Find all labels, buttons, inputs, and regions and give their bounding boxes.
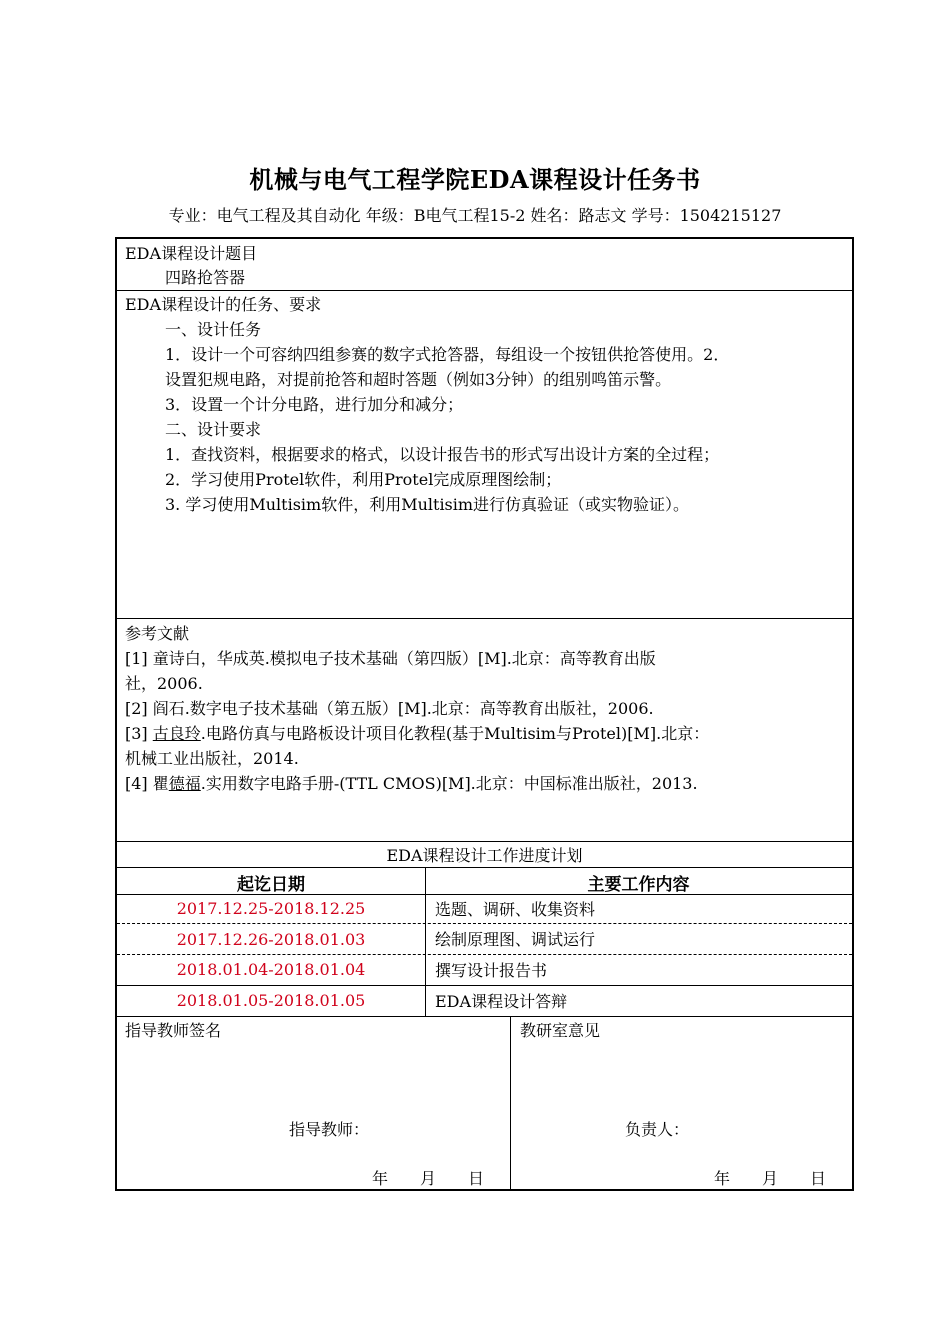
design-requirement-heading: 二、设计要求 (165, 420, 262, 439)
requirement-1: 1．查找资料，根据要求的格式，以设计报告书的形式写出设计方案的全过程； (165, 445, 720, 464)
schedule-work-4: EDA课程设计答辩 (435, 992, 568, 1011)
requirement-3: 3. 学习使用Multisim软件，利用Multisim进行仿真验证（或实物验证）。 (165, 495, 690, 514)
schedule-header-divider (117, 894, 852, 895)
topic-section (117, 239, 852, 290)
schedule-column-divider (425, 867, 426, 1017)
reference-4-prefix: [4] 瞿 (125, 774, 169, 793)
task-item-3: 3．设置一个计分电路，进行加分和减分； (165, 395, 464, 414)
task-item-1-line2: 设置犯规电路，对提前抢答和超时答题（例如3分钟）的组别鸣笛示警。 (165, 370, 672, 389)
department-opinion-label: 教研室意见 (520, 1021, 601, 1040)
reference-1-line2: 社，2006. (125, 674, 203, 693)
reference-4 (125, 772, 698, 796)
schedule-date-3: 2018.01.04-2018.01.04 (176, 960, 366, 979)
advisor-role: 指导教师： (289, 1120, 370, 1139)
department-date-year: 年 (714, 1169, 731, 1188)
topic-value: 四路抢答器 (165, 268, 246, 287)
tasks-section (117, 290, 852, 618)
department-date-day: 日 (810, 1169, 827, 1188)
schedule-section (117, 841, 852, 1016)
requirement-2: 2．学习使用Protel软件，利用Protel完成原理图绘制； (165, 470, 562, 489)
schedule-date-4: 2018.01.05-2018.01.05 (176, 991, 366, 1010)
references-label: 参考文献 (125, 624, 190, 643)
advisor-date-day: 日 (468, 1169, 485, 1188)
task-item-1-line1: 1．设计一个可容纳四组参赛的数字式抢答器，每组设一个按钮供抢答使用。2． (165, 345, 730, 364)
reference-3-prefix: [3] (125, 724, 153, 743)
schedule-row-divider (117, 985, 852, 986)
schedule-work-3: 撰写设计报告书 (435, 961, 548, 980)
schedule-date-2: 2017.12.26-2018.01.03 (176, 930, 366, 949)
signature-divider (510, 1017, 511, 1190)
schedule-title: EDA课程设计工作进度计划 (386, 846, 583, 865)
schedule-row-divider (117, 954, 852, 955)
advisor-date-year: 年 (372, 1169, 389, 1188)
signature-section (117, 1016, 852, 1189)
schedule-col-dates: 起讫日期 (237, 875, 305, 895)
schedule-col-work: 主要工作内容 (587, 875, 690, 895)
document-title: 机械与电气工程学院EDA课程设计任务书 (249, 165, 701, 194)
reference-4-rest: .实用数字电路手册-(TTL CMOS)[M].北京：中国标准出版社，2013. (200, 774, 698, 793)
schedule-date-1: 2017.12.25-2018.12.25 (176, 899, 366, 918)
reference-2: [2] 阎石.数字电子技术基础（第五版）[M].北京：高等教育出版社，2006. (125, 699, 654, 718)
student-info-line: 专业：电气工程及其自动化 年级：B电气工程15-2 姓名：路志文 学号：1504215127 (168, 206, 782, 225)
schedule-work-2: 绘制原理图、调试运行 (435, 930, 596, 949)
reference-3-line1 (125, 722, 709, 746)
advisor-date-month: 月 (420, 1169, 437, 1188)
tasks-label: EDA课程设计的任务、要求 (125, 295, 322, 314)
reference-1-line1: [1] 童诗白，华成英.模拟电子技术基础（第四版）[M].北京：高等教育出版 (125, 649, 656, 668)
department-date-month: 月 (762, 1169, 779, 1188)
references-section (117, 618, 852, 841)
reference-3-author: 古良玲 (152, 724, 201, 743)
design-task-heading: 一、设计任务 (165, 320, 262, 339)
schedule-divider (117, 867, 852, 868)
topic-label: EDA课程设计题目 (125, 244, 258, 263)
reference-3-rest: .电路仿真与电路板设计项目化教程(基于Multisim与Protel)[M].北京： (200, 724, 710, 743)
reference-4-author: 德福 (168, 774, 201, 793)
department-role: 负责人： (625, 1120, 690, 1139)
advisor-signature-label: 指导教师签名 (125, 1021, 222, 1040)
task-table (115, 237, 854, 1191)
reference-3-line2: 机械工业出版社，2014. (125, 749, 299, 768)
schedule-work-1: 选题、调研、收集资料 (435, 900, 596, 919)
schedule-row-divider (117, 923, 852, 924)
